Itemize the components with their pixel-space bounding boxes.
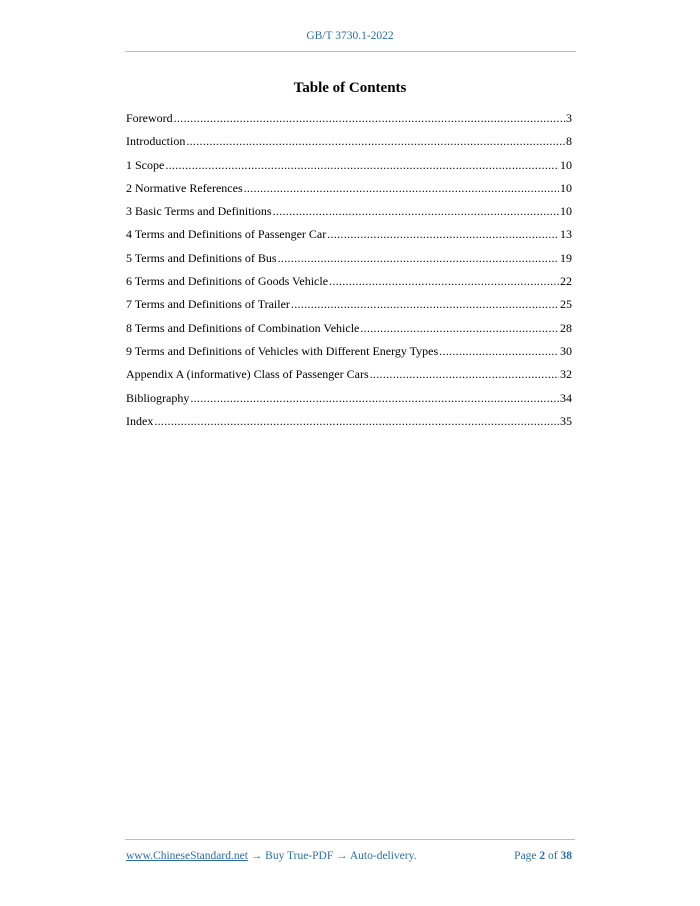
toc-list bbox=[126, 111, 572, 437]
toc-entry-trailer[interactable] bbox=[126, 297, 572, 320]
toc-entry-scope[interactable] bbox=[126, 158, 572, 181]
page-number bbox=[514, 850, 572, 862]
toc-entry-label: 4 Terms and Definitions of Passenger Car bbox=[126, 227, 327, 242]
toc-entry-basic-terms[interactable] bbox=[126, 204, 572, 227]
toc-title: Table of Contents bbox=[293, 80, 407, 96]
toc-entry-label: Appendix A (informative) Class of Passenger Cars bbox=[126, 367, 369, 382]
toc-entry-passenger-car[interactable] bbox=[126, 227, 572, 250]
toc-entry-label: Bibliography bbox=[126, 390, 190, 405]
toc-entry-label: 8 Terms and Definitions of Combination Vehicle bbox=[126, 320, 360, 335]
page-total: 38 bbox=[560, 850, 572, 862]
toc-leader-dots bbox=[278, 251, 559, 266]
toc-leader-dots bbox=[291, 297, 559, 312]
toc-entry-energy-types[interactable] bbox=[126, 344, 572, 367]
toc-entry-label: 6 Terms and Definitions of Goods Vehicle bbox=[126, 274, 329, 289]
toc-leader-dots bbox=[370, 367, 559, 382]
footer-buy-text: Buy True-PDF bbox=[265, 850, 334, 862]
toc-entry-introduction[interactable] bbox=[126, 134, 572, 157]
toc-leader-dots bbox=[360, 321, 559, 336]
page-of-label: of bbox=[548, 850, 558, 862]
toc-entry-index[interactable] bbox=[126, 414, 572, 437]
toc-leader-dots bbox=[273, 204, 559, 219]
page-label: Page bbox=[514, 850, 537, 862]
toc-entry-label: 9 Terms and Definitions of Vehicles with Different Energy Types bbox=[126, 343, 439, 358]
toc-leader-dots bbox=[439, 344, 559, 359]
toc-entry-page: 34 bbox=[560, 390, 572, 405]
page-current: 2 bbox=[539, 850, 546, 862]
toc-entry-page: 10 bbox=[560, 204, 572, 219]
toc-entry-page: 22 bbox=[560, 274, 572, 289]
toc-entry-label: Introduction bbox=[126, 134, 186, 149]
toc-entry-page: 3 bbox=[566, 111, 572, 125]
toc-leader-dots bbox=[244, 181, 559, 196]
header-document-code: GB/T 3730.1-2022 bbox=[306, 30, 394, 42]
toc-entry-page: 19 bbox=[560, 250, 572, 265]
website-link[interactable]: www.ChineseStandard.net bbox=[126, 850, 248, 862]
arrow-right-icon: → bbox=[336, 850, 348, 862]
footer-divider bbox=[125, 839, 575, 840]
toc-entry-goods-vehicle[interactable] bbox=[126, 274, 572, 297]
toc-entry-page: 32 bbox=[560, 367, 572, 382]
toc-leader-dots bbox=[165, 158, 559, 173]
toc-entry-label: Foreword bbox=[126, 111, 173, 125]
footer-delivery-text: Auto-delivery. bbox=[349, 850, 417, 862]
toc-entry-label: 3 Basic Terms and Definitions bbox=[126, 204, 272, 219]
toc-entry-label: 1 Scope bbox=[126, 157, 165, 172]
toc-entry-label: Index bbox=[126, 413, 154, 428]
toc-entry-page: 10 bbox=[560, 157, 572, 172]
toc-entry-combination-vehicle[interactable] bbox=[126, 321, 572, 344]
toc-leader-dots bbox=[190, 391, 559, 406]
toc-leader-dots bbox=[154, 414, 559, 429]
toc-entry-label: 2 Normative References bbox=[126, 180, 243, 195]
toc-entry-label: 5 Terms and Definitions of Bus bbox=[126, 250, 277, 265]
toc-entry-page: 10 bbox=[560, 180, 572, 195]
toc-entry-appendix-a[interactable] bbox=[126, 367, 572, 390]
toc-entry-page: 8 bbox=[566, 134, 572, 149]
toc-entry-page: 25 bbox=[560, 297, 572, 312]
arrow-right-icon: → bbox=[250, 850, 263, 862]
toc-leader-dots bbox=[186, 134, 565, 149]
toc-entry-bibliography[interactable] bbox=[126, 391, 572, 414]
toc-entry-page: 28 bbox=[560, 320, 572, 335]
toc-entry-page: 13 bbox=[560, 227, 572, 242]
toc-leader-dots bbox=[329, 274, 559, 289]
header-divider bbox=[125, 51, 576, 52]
footer-promo bbox=[126, 850, 417, 862]
toc-entry-label: 7 Terms and Definitions of Trailer bbox=[126, 297, 290, 312]
toc-entry-foreword[interactable] bbox=[126, 111, 572, 134]
toc-leader-dots bbox=[174, 111, 565, 126]
toc-entry-normative-references[interactable] bbox=[126, 181, 572, 204]
toc-leader-dots bbox=[327, 227, 559, 242]
toc-entry-page: 35 bbox=[560, 413, 572, 428]
toc-entry-bus[interactable] bbox=[126, 251, 572, 274]
toc-entry-page: 30 bbox=[560, 343, 572, 358]
